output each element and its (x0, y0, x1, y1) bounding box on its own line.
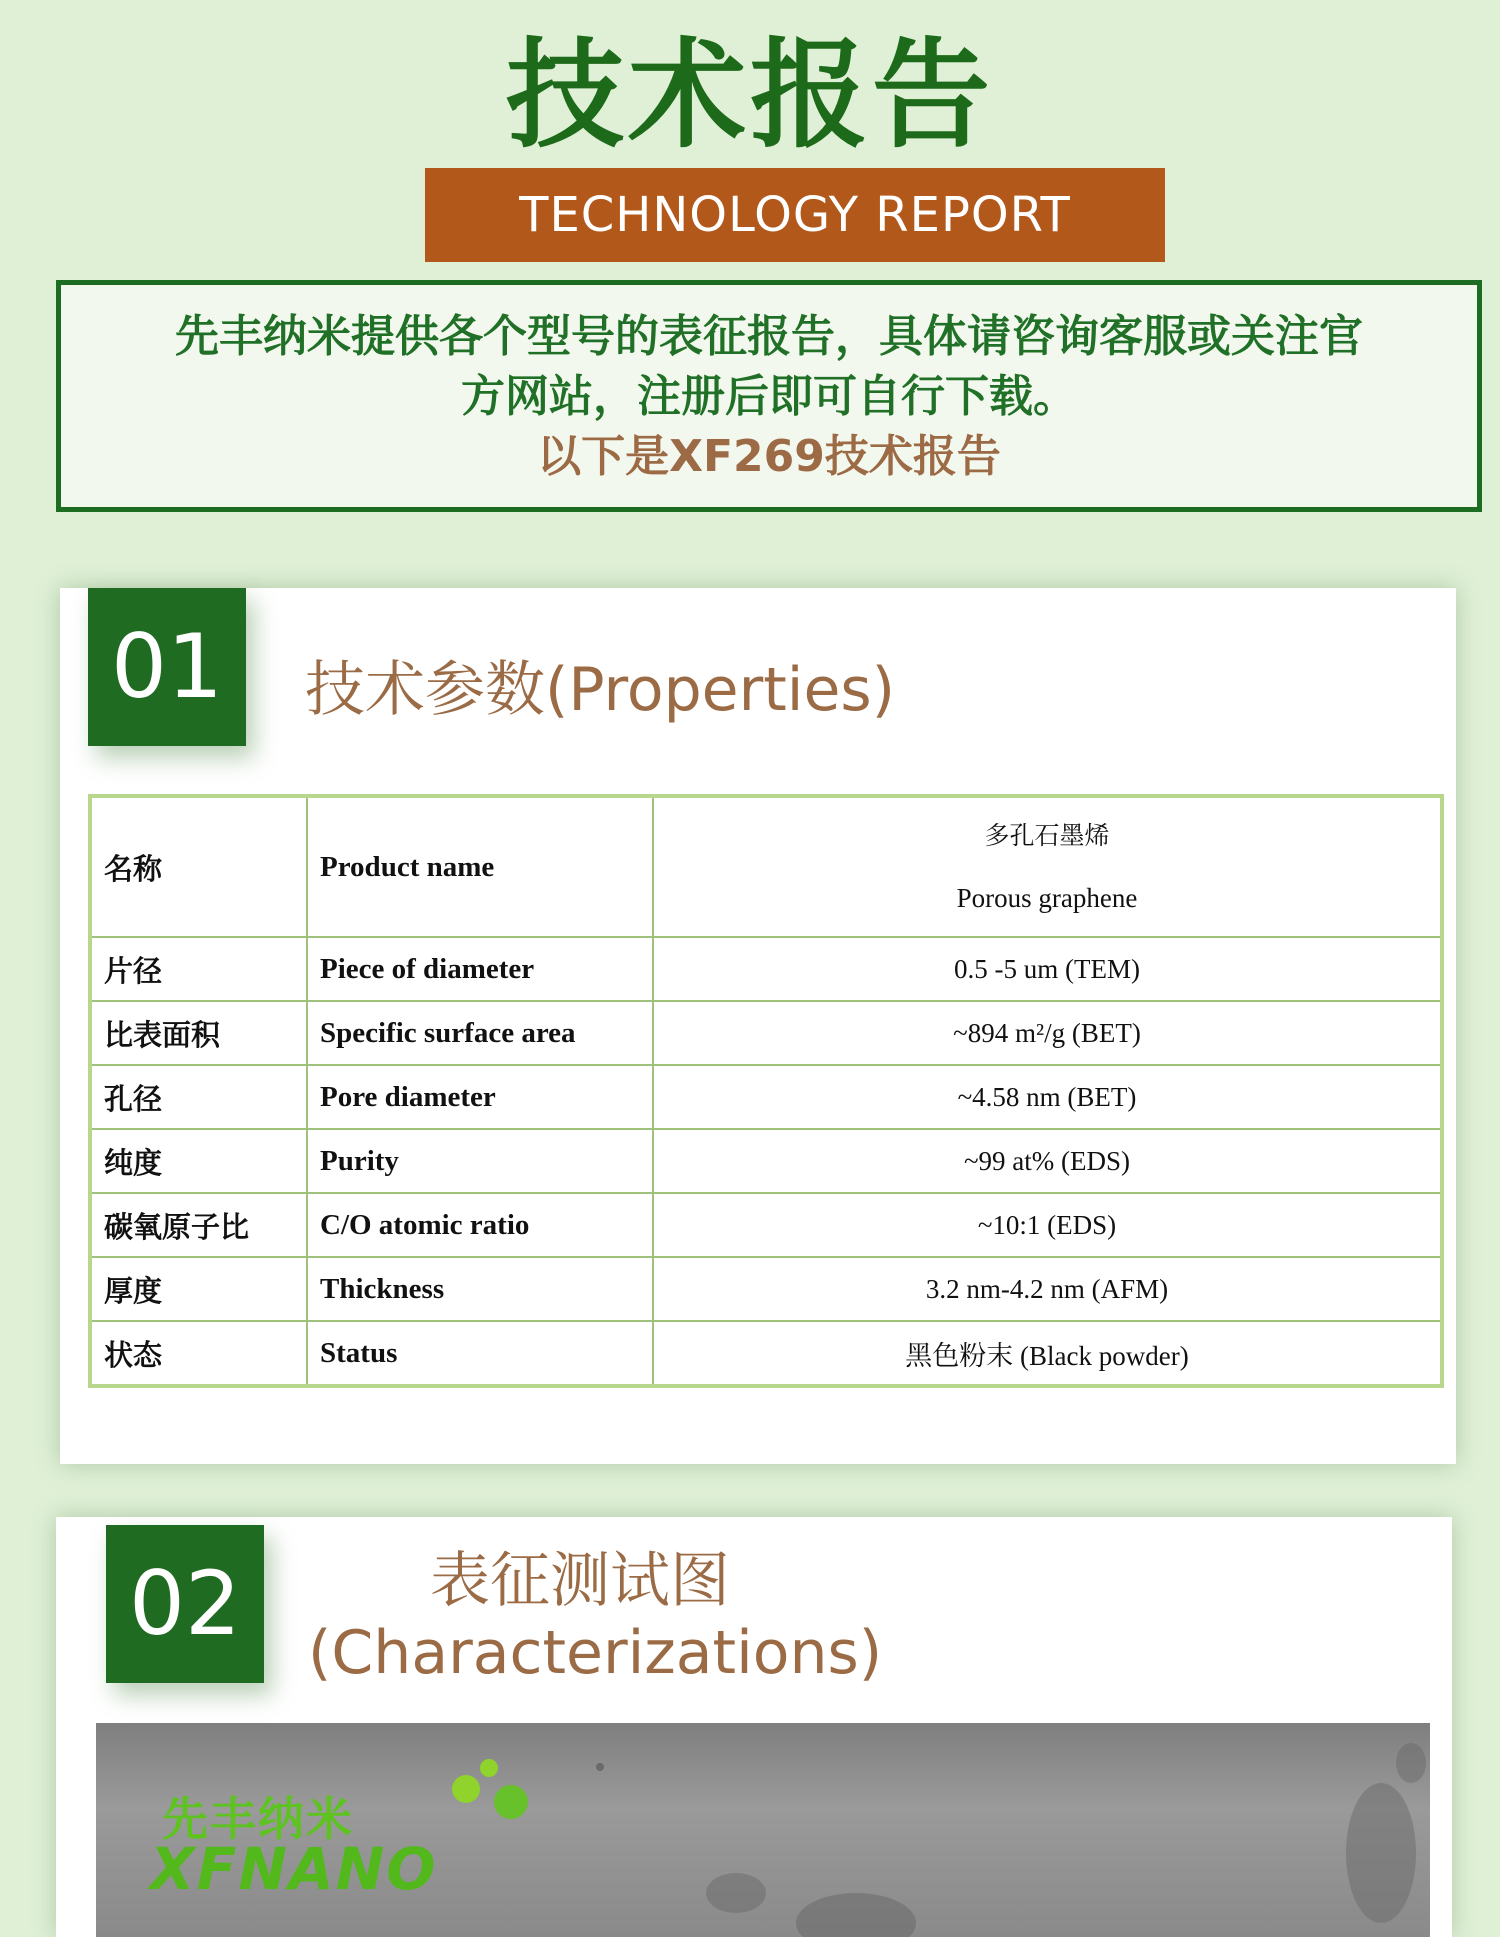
row-label-cn: 碳氧原子比 (90, 1193, 307, 1257)
row-label-en: Status (307, 1321, 653, 1386)
row-value: ~10:1 (EDS) (653, 1193, 1442, 1257)
page-title: 技术报告 (505, 26, 994, 164)
characterizations-card (56, 1517, 1452, 1937)
properties-card (60, 588, 1456, 1464)
row-label-en: Product name (307, 796, 653, 937)
row-label-cn: 状态 (90, 1321, 307, 1386)
row-value: ~4.58 nm (BET) (653, 1065, 1442, 1129)
row-label-cn: 厚度 (90, 1257, 307, 1321)
table-row (90, 937, 1442, 1001)
notice-line-1: 先丰纳米提供各个型号的表征报告，具体请咨询客服或关注官 (175, 311, 1363, 362)
row-label-en: Pore diameter (307, 1065, 653, 1129)
logo-dot (494, 1785, 528, 1819)
table-row (90, 1193, 1442, 1257)
row-value: 黑色粉末 (Black powder) (653, 1321, 1442, 1386)
page-subtitle: TECHNOLOGY REPORT (425, 168, 1165, 262)
row-value: ~99 at% (EDS) (653, 1129, 1442, 1193)
row-value: 3.2 nm-4.2 nm (AFM) (653, 1257, 1442, 1321)
logo-text-cn: 先丰纳米 (162, 1792, 354, 1846)
logo-dot (480, 1759, 498, 1777)
row-label-cn: 孔径 (90, 1065, 307, 1129)
row-label-cn: 纯度 (90, 1129, 307, 1193)
table-row (90, 1001, 1442, 1065)
row-label-en: Purity (307, 1129, 653, 1193)
tem-image (96, 1723, 1430, 1937)
section-title-en: (Characterizations) (308, 1618, 883, 1688)
section-title-cn: 表征测试图 (430, 1546, 730, 1616)
table-row (90, 796, 1442, 937)
logo-text-en: XFNANO (150, 1835, 438, 1903)
properties-table (88, 794, 1444, 1388)
section-title: 技术参数(Properties) (305, 655, 896, 725)
notice-box (56, 280, 1482, 512)
section-number-badge: 02 (106, 1525, 264, 1683)
row-label-cn: 名称 (90, 796, 307, 937)
row-label-cn: 片径 (90, 937, 307, 1001)
logo-dot (452, 1775, 480, 1803)
row-label-en: C/O atomic ratio (307, 1193, 653, 1257)
row-value: ~894 m²/g (BET) (653, 1001, 1442, 1065)
notice-line-3: 以下是XF269技术报告 (537, 431, 1001, 482)
table-row (90, 1129, 1442, 1193)
row-label-en: Piece of diameter (307, 937, 653, 1001)
table-row (90, 1065, 1442, 1129)
table-row (90, 1321, 1442, 1386)
row-label-en: Specific surface area (307, 1001, 653, 1065)
row-value-cn: 多孔石墨烯 (984, 821, 1110, 850)
row-label-cn: 比表面积 (90, 1001, 307, 1065)
row-label-en: Thickness (307, 1257, 653, 1321)
row-value: 0.5 -5 um (TEM) (653, 937, 1442, 1001)
row-value (653, 796, 1442, 937)
section-number-badge: 01 (88, 588, 246, 746)
row-value-en: Porous graphene (956, 883, 1138, 913)
notice-line-2: 方网站，注册后即可自行下载。 (461, 371, 1077, 422)
table-row (90, 1257, 1442, 1321)
